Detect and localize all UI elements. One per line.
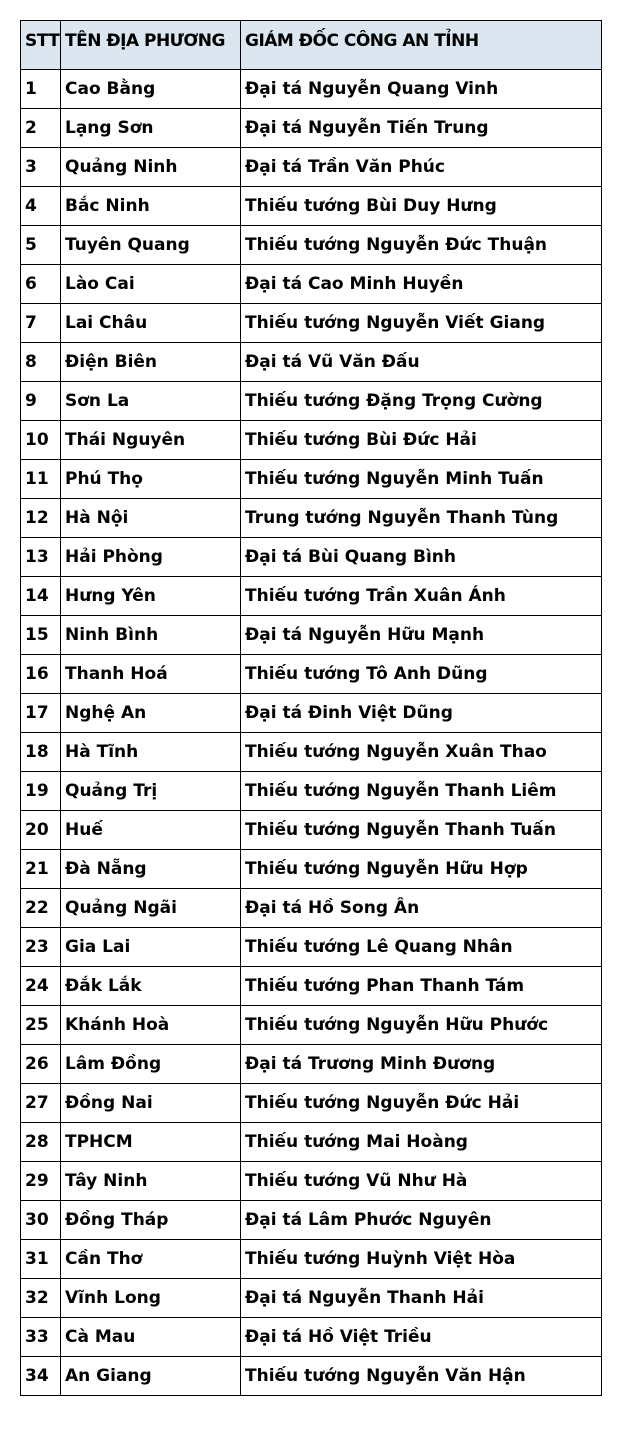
cell-director: Đại tá Lâm Phước Nguyên (241, 1201, 602, 1240)
header-locality: TÊN ĐỊA PHƯƠNG (61, 21, 241, 70)
cell-stt: 30 (21, 1201, 61, 1240)
cell-director: Đại tá Hồ Việt Triều (241, 1318, 602, 1357)
table-row (21, 421, 602, 460)
table-row (21, 577, 602, 616)
cell-stt: 25 (21, 1006, 61, 1045)
cell-locality: Bắc Ninh (61, 187, 241, 226)
cell-stt: 1 (21, 70, 61, 109)
cell-director: Thiếu tướng Phan Thanh Tám (241, 967, 602, 1006)
table-row (21, 1162, 602, 1201)
cell-locality: Đồng Tháp (61, 1201, 241, 1240)
cell-stt: 29 (21, 1162, 61, 1201)
cell-stt: 24 (21, 967, 61, 1006)
header-director: GIÁM ĐỐC CÔNG AN TỈNH (241, 21, 602, 70)
cell-locality: Điện Biên (61, 343, 241, 382)
cell-stt: 19 (21, 772, 61, 811)
cell-locality: Tuyên Quang (61, 226, 241, 265)
table-body (21, 70, 602, 1396)
cell-stt: 6 (21, 265, 61, 304)
cell-locality: Tây Ninh (61, 1162, 241, 1201)
cell-director: Thiếu tướng Nguyễn Xuân Thao (241, 733, 602, 772)
cell-director: Đại tá Hồ Song Ân (241, 889, 602, 928)
cell-director: Đại tá Nguyễn Quang Vinh (241, 70, 602, 109)
cell-locality: An Giang (61, 1357, 241, 1396)
cell-director: Thiếu tướng Trần Xuân Ánh (241, 577, 602, 616)
table-row (21, 616, 602, 655)
table-row (21, 538, 602, 577)
cell-director: Thiếu tướng Nguyễn Viết Giang (241, 304, 602, 343)
cell-locality: Lâm Đồng (61, 1045, 241, 1084)
cell-stt: 28 (21, 1123, 61, 1162)
header-row (21, 21, 602, 70)
cell-locality: Quảng Ngãi (61, 889, 241, 928)
cell-director: Thiếu tướng Tô Anh Dũng (241, 655, 602, 694)
cell-locality: Quảng Trị (61, 772, 241, 811)
table-row (21, 655, 602, 694)
cell-stt: 2 (21, 109, 61, 148)
cell-stt: 23 (21, 928, 61, 967)
cell-director: Thiếu tướng Nguyễn Thanh Liêm (241, 772, 602, 811)
table-row (21, 1357, 602, 1396)
cell-locality: Vĩnh Long (61, 1279, 241, 1318)
cell-director: Thiếu tướng Nguyễn Hữu Hợp (241, 850, 602, 889)
cell-stt: 21 (21, 850, 61, 889)
cell-stt: 14 (21, 577, 61, 616)
cell-locality: Huế (61, 811, 241, 850)
cell-stt: 9 (21, 382, 61, 421)
cell-locality: Cần Thơ (61, 1240, 241, 1279)
cell-director: Trung tướng Nguyễn Thanh Tùng (241, 499, 602, 538)
cell-stt: 15 (21, 616, 61, 655)
cell-stt: 22 (21, 889, 61, 928)
cell-locality: TPHCM (61, 1123, 241, 1162)
cell-director: Thiếu tướng Nguyễn Đức Hải (241, 1084, 602, 1123)
cell-locality: Cà Mau (61, 1318, 241, 1357)
table-container (20, 20, 602, 1396)
cell-director: Đại tá Trần Văn Phúc (241, 148, 602, 187)
cell-locality: Hà Tĩnh (61, 733, 241, 772)
cell-director: Thiếu tướng Đặng Trọng Cường (241, 382, 602, 421)
cell-stt: 5 (21, 226, 61, 265)
cell-stt: 3 (21, 148, 61, 187)
table-row (21, 811, 602, 850)
table-row (21, 226, 602, 265)
cell-stt: 27 (21, 1084, 61, 1123)
cell-stt: 17 (21, 694, 61, 733)
cell-locality: Sơn La (61, 382, 241, 421)
cell-director: Thiếu tướng Nguyễn Văn Hận (241, 1357, 602, 1396)
cell-stt: 34 (21, 1357, 61, 1396)
cell-locality: Khánh Hoà (61, 1006, 241, 1045)
cell-locality: Thái Nguyên (61, 421, 241, 460)
cell-locality: Ninh Bình (61, 616, 241, 655)
table-row (21, 772, 602, 811)
cell-locality: Đà Nẵng (61, 850, 241, 889)
police-directors-table (20, 20, 602, 1396)
cell-locality: Phú Thọ (61, 460, 241, 499)
cell-stt: 10 (21, 421, 61, 460)
table-row (21, 343, 602, 382)
cell-locality: Quảng Ninh (61, 148, 241, 187)
cell-director: Đại tá Nguyễn Tiến Trung (241, 109, 602, 148)
cell-director: Thiếu tướng Huỳnh Việt Hòa (241, 1240, 602, 1279)
header-stt: STT (21, 21, 61, 70)
cell-locality: Lào Cai (61, 265, 241, 304)
cell-stt: 4 (21, 187, 61, 226)
cell-director: Thiếu tướng Nguyễn Minh Tuấn (241, 460, 602, 499)
cell-stt: 11 (21, 460, 61, 499)
table-row (21, 1240, 602, 1279)
cell-stt: 33 (21, 1318, 61, 1357)
cell-locality: Đắk Lắk (61, 967, 241, 1006)
table-row (21, 1201, 602, 1240)
cell-locality: Lai Châu (61, 304, 241, 343)
cell-director: Thiếu tướng Vũ Như Hà (241, 1162, 602, 1201)
cell-director: Đại tá Vũ Văn Đấu (241, 343, 602, 382)
table-row (21, 694, 602, 733)
table-row (21, 187, 602, 226)
cell-stt: 7 (21, 304, 61, 343)
cell-locality: Gia Lai (61, 928, 241, 967)
cell-locality: Đồng Nai (61, 1084, 241, 1123)
cell-stt: 12 (21, 499, 61, 538)
cell-director: Thiếu tướng Lê Quang Nhân (241, 928, 602, 967)
cell-director: Đại tá Nguyễn Hữu Mạnh (241, 616, 602, 655)
cell-stt: 8 (21, 343, 61, 382)
cell-director: Thiếu tướng Nguyễn Hữu Phước (241, 1006, 602, 1045)
table-row (21, 1006, 602, 1045)
table-header (21, 21, 602, 70)
table-row (21, 304, 602, 343)
cell-director: Đại tá Cao Minh Huyền (241, 265, 602, 304)
table-row (21, 1279, 602, 1318)
table-row (21, 265, 602, 304)
cell-stt: 32 (21, 1279, 61, 1318)
table-row (21, 148, 602, 187)
cell-stt: 26 (21, 1045, 61, 1084)
cell-stt: 18 (21, 733, 61, 772)
cell-director: Đại tá Nguyễn Thanh Hải (241, 1279, 602, 1318)
cell-director: Đại tá Bùi Quang Bình (241, 538, 602, 577)
table-row (21, 850, 602, 889)
table-row (21, 733, 602, 772)
cell-director: Thiếu tướng Bùi Đức Hải (241, 421, 602, 460)
cell-stt: 20 (21, 811, 61, 850)
cell-director: Đại tá Đinh Việt Dũng (241, 694, 602, 733)
cell-stt: 31 (21, 1240, 61, 1279)
cell-locality: Thanh Hoá (61, 655, 241, 694)
table-row (21, 967, 602, 1006)
cell-locality: Lạng Sơn (61, 109, 241, 148)
cell-stt: 16 (21, 655, 61, 694)
cell-locality: Hà Nội (61, 499, 241, 538)
cell-director: Thiếu tướng Bùi Duy Hưng (241, 187, 602, 226)
table-row (21, 928, 602, 967)
cell-locality: Cao Bằng (61, 70, 241, 109)
table-row (21, 889, 602, 928)
table-row (21, 499, 602, 538)
table-row (21, 1084, 602, 1123)
table-row (21, 70, 602, 109)
cell-director: Thiếu tướng Nguyễn Thanh Tuấn (241, 811, 602, 850)
cell-locality: Hưng Yên (61, 577, 241, 616)
table-row (21, 1318, 602, 1357)
cell-stt: 13 (21, 538, 61, 577)
cell-director: Thiếu tướng Nguyễn Đức Thuận (241, 226, 602, 265)
table-row (21, 1045, 602, 1084)
table-row (21, 382, 602, 421)
table-row (21, 460, 602, 499)
cell-locality: Hải Phòng (61, 538, 241, 577)
table-row (21, 1123, 602, 1162)
table-row (21, 109, 602, 148)
cell-locality: Nghệ An (61, 694, 241, 733)
cell-director: Thiếu tướng Mai Hoàng (241, 1123, 602, 1162)
cell-director: Đại tá Trương Minh Đương (241, 1045, 602, 1084)
